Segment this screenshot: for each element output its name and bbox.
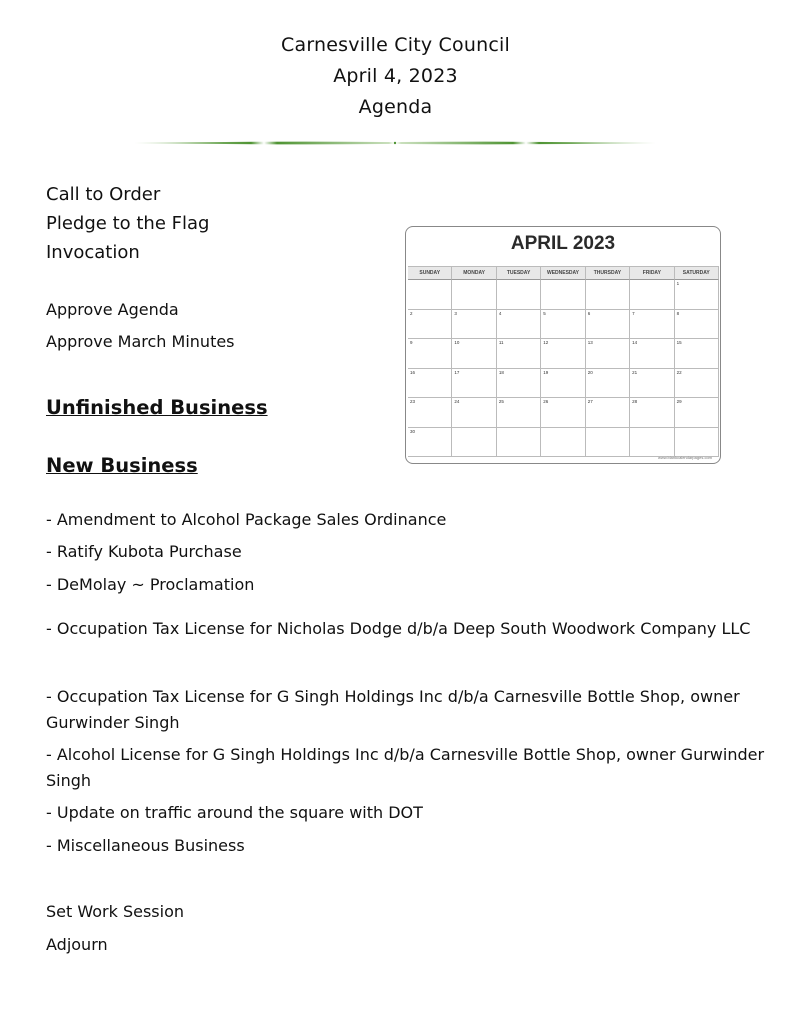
calendar-day-cell: 10 — [452, 339, 496, 369]
calendar-day-cell: 24 — [452, 398, 496, 428]
document-header — [0, 30, 791, 123]
agenda-item-adjourn: Adjourn — [46, 935, 108, 954]
calendar-day-cell: 5 — [541, 310, 585, 340]
new-business-item: - Occupation Tax License for Nicholas Dodge d/b/a Deep South Woodwork Company LLC — [46, 619, 751, 638]
calendar-day-cell: 9 — [408, 339, 452, 369]
calendar-day-cell — [541, 280, 585, 310]
agenda-item-approve-agenda: Approve Agenda — [46, 300, 179, 319]
calendar-day-cell: 2 — [408, 310, 452, 340]
calendar-day-cell: 20 — [586, 369, 630, 399]
calendar-weekday-header: MONDAY — [452, 267, 496, 280]
calendar-day-cell: 18 — [497, 369, 541, 399]
calendar-day-cell: 11 — [497, 339, 541, 369]
calendar-day-cell: 13 — [586, 339, 630, 369]
new-business-item: - Ratify Kubota Purchase — [46, 542, 242, 561]
calendar-weekday-header: TUESDAY — [497, 267, 541, 280]
calendar-day-cell: 27 — [586, 398, 630, 428]
calendar-day-cell — [408, 280, 452, 310]
agenda-item-invocation: Invocation — [46, 242, 140, 263]
calendar-day-cell: 28 — [630, 398, 674, 428]
calendar-title: APRIL 2023 — [510, 233, 616, 254]
calendar-day-cell: 23 — [408, 398, 452, 428]
agenda-item-pledge: Pledge to the Flag — [46, 213, 210, 234]
calendar-day-cell — [586, 280, 630, 310]
calendar-day-cell: 15 — [675, 339, 719, 369]
calendar-day-cell — [675, 428, 719, 458]
meeting-date: April 4, 2023 — [333, 65, 458, 87]
new-business-item: - Alcohol License for G Singh Holdings Inc d/b/a Carnesville Bottle Shop, owner Gurwinder Singh — [46, 745, 765, 790]
calendar-day-cell: 22 — [675, 369, 719, 399]
calendar-day-cell — [630, 428, 674, 458]
calendar-day-cell — [586, 428, 630, 458]
calendar-weekday-header: SUNDAY — [408, 267, 452, 280]
calendar-day-cell: 21 — [630, 369, 674, 399]
calendar-day-cell: 14 — [630, 339, 674, 369]
calendar-day-cell — [497, 428, 541, 458]
section-new-business: New Business — [46, 454, 198, 477]
april-calendar — [405, 226, 721, 464]
calendar-day-cell — [452, 428, 496, 458]
calendar-day-cell: 17 — [452, 369, 496, 399]
section-unfinished-business: Unfinished Business — [46, 396, 268, 419]
calendar-day-cell: 19 — [541, 369, 585, 399]
decorative-divider — [134, 140, 656, 146]
calendar-day-cell: 8 — [675, 310, 719, 340]
new-business-item: - DeMolay ~ Proclamation — [46, 575, 255, 594]
calendar-day-cell — [452, 280, 496, 310]
calendar-day-cell: 6 — [586, 310, 630, 340]
document-title: Agenda — [358, 96, 433, 118]
calendar-day-cell: 16 — [408, 369, 452, 399]
calendar-day-cell: 12 — [541, 339, 585, 369]
calendar-day-cell — [497, 280, 541, 310]
calendar-day-cell — [541, 428, 585, 458]
calendar-day-cell: 26 — [541, 398, 585, 428]
new-business-item: - Occupation Tax License for G Singh Holdings Inc d/b/a Carnesville Bottle Shop, owner Gurwinder Singh — [46, 687, 740, 732]
calendar-day-cell: 29 — [675, 398, 719, 428]
calendar-day-cell: 3 — [452, 310, 496, 340]
calendar-grid — [408, 266, 719, 457]
calendar-day-cell: 1 — [675, 280, 719, 310]
calendar-weekday-header: WEDNESDAY — [541, 267, 585, 280]
calendar-day-cell — [630, 280, 674, 310]
new-business-item: - Amendment to Alcohol Package Sales Ordinance — [46, 510, 447, 529]
calendar-weekday-header: THURSDAY — [586, 267, 630, 280]
calendar-weekday-header: FRIDAY — [630, 267, 674, 280]
calendar-weekday-header: SATURDAY — [675, 267, 719, 280]
calendar-day-cell: 30 — [408, 428, 452, 458]
new-business-item: - Update on traffic around the square with DOT — [46, 803, 423, 822]
agenda-item-approve-minutes: Approve March Minutes — [46, 332, 235, 351]
calendar-day-cell: 4 — [497, 310, 541, 340]
calendar-footer: www.blankcalendarpages.com — [657, 455, 712, 460]
new-business-item: - Miscellaneous Business — [46, 836, 245, 855]
agenda-item-call-to-order: Call to Order — [46, 184, 161, 205]
calendar-day-cell: 25 — [497, 398, 541, 428]
council-name: Carnesville City Council — [281, 34, 510, 56]
calendar-day-cell: 7 — [630, 310, 674, 340]
agenda-item-set-work-session: Set Work Session — [46, 902, 185, 921]
